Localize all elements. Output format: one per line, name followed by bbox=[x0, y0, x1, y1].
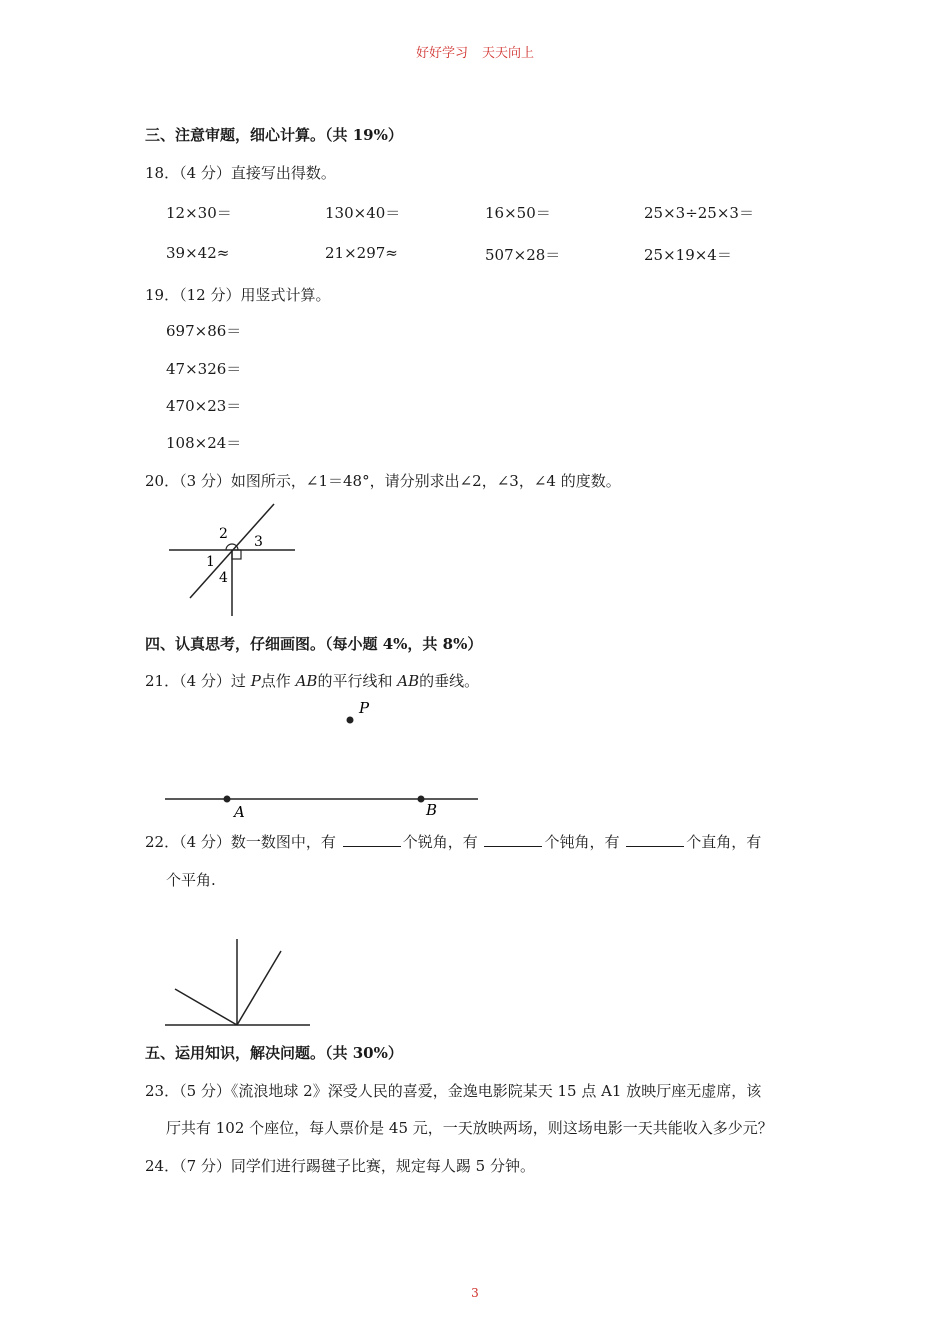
q19-stem: 19．（12 分）用竖式计算。 bbox=[145, 286, 331, 304]
q22-part2: 个锐角，有 bbox=[402, 833, 478, 851]
answer-blank-right[interactable] bbox=[626, 832, 684, 847]
right-ray bbox=[237, 951, 281, 1025]
label-a: A bbox=[234, 803, 245, 821]
q21-point-p: P bbox=[250, 672, 261, 690]
q21-mid1: 点作 bbox=[260, 672, 291, 690]
angle-figure bbox=[160, 500, 310, 620]
header-left: 好好学习 bbox=[415, 46, 468, 61]
q19-item: 47×326＝ bbox=[166, 360, 242, 378]
q21-ab2: AB bbox=[397, 672, 420, 690]
answer-blank-acute[interactable] bbox=[343, 832, 401, 847]
q21-mid2: 的平行线和 bbox=[317, 672, 393, 690]
q23-line1: 23．（5 分）《流浪地球 2》深受人民的喜爱，金逸电影院某天 15 点 A1 放映厅座无虚席，该 bbox=[145, 1082, 762, 1100]
point-a bbox=[224, 796, 231, 803]
angle-label-4: 4 bbox=[219, 570, 228, 586]
section-4-title: 四、认真思考，仔细画图。（每小题 4%，共 8%） bbox=[145, 635, 483, 653]
label-p: P bbox=[359, 699, 370, 717]
q20-stem: 20．（3 分）如图所示，∠1＝48°，请分别求出∠2，∠3，∠4 的度数。 bbox=[145, 472, 621, 490]
q21-stem bbox=[145, 670, 479, 691]
q18-item: 130×40＝ bbox=[325, 204, 401, 222]
label-b: B bbox=[426, 801, 438, 819]
q18-item: 25×19×4＝ bbox=[644, 246, 732, 264]
section-3-title: 三、注意审题，细心计算。（共 19%） bbox=[145, 126, 403, 144]
angle-label-2: 2 bbox=[219, 526, 228, 542]
q24-stem: 24．（7 分）同学们进行踢毽子比赛，规定每人踢 5 分钟。 bbox=[145, 1157, 535, 1175]
q22-line2: 个平角. bbox=[166, 871, 216, 889]
q18-item: 12×30＝ bbox=[166, 204, 232, 222]
header-right: 天天向上 bbox=[482, 46, 535, 61]
line-ab-figure bbox=[160, 695, 490, 825]
q22-part1: 22．（4 分）数一数图中，有 bbox=[145, 833, 336, 851]
q22-part3: 个钝角，有 bbox=[544, 833, 620, 851]
q18-item: 25×3÷25×3＝ bbox=[644, 204, 754, 222]
right-angle-mark bbox=[232, 550, 241, 559]
q19-item: 697×86＝ bbox=[166, 322, 242, 340]
point-p bbox=[347, 717, 354, 724]
q21-ab1: AB bbox=[295, 672, 318, 690]
q18-stem: 18．（4 分）直接写出得数。 bbox=[145, 164, 336, 182]
page-header bbox=[0, 42, 950, 61]
q18-item: 21×297≈ bbox=[325, 244, 398, 262]
q22-line1 bbox=[145, 831, 761, 852]
q22-part4: 个直角，有 bbox=[686, 833, 762, 851]
q19-item: 470×23＝ bbox=[166, 397, 242, 415]
angle-label-1: 1 bbox=[206, 554, 215, 570]
q21-suffix: 的垂线。 bbox=[419, 672, 480, 690]
q18-item: 16×50＝ bbox=[485, 204, 551, 222]
q21-prefix: 21．（4 分）过 bbox=[145, 672, 246, 690]
q19-item: 108×24＝ bbox=[166, 434, 242, 452]
page-number: 3 bbox=[471, 1286, 479, 1300]
point-b bbox=[418, 796, 425, 803]
section-5-title: 五、运用知识，解决问题。（共 30%） bbox=[145, 1044, 403, 1062]
answer-blank-obtuse[interactable] bbox=[484, 832, 542, 847]
q18-item: 507×28＝ bbox=[485, 246, 561, 264]
q18-item: 39×42≈ bbox=[166, 244, 230, 262]
rays-figure bbox=[160, 935, 320, 1035]
q23-line2: 厅共有 102 个座位，每人票价是 45 元，一天放映两场，则这场电影一天共能收入多少元？ bbox=[166, 1119, 773, 1137]
left-ray bbox=[175, 989, 237, 1025]
angle-label-3: 3 bbox=[254, 534, 263, 550]
